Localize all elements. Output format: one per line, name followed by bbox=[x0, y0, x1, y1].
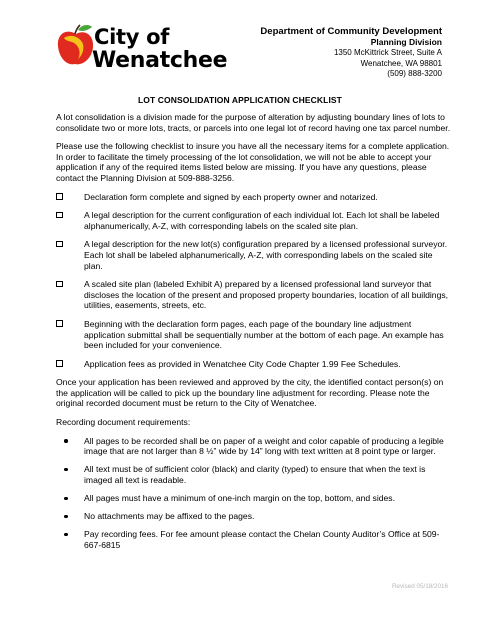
division-name: Planning Division bbox=[370, 37, 442, 47]
intro-paragraph-2: Please use the following checklist to insure you have all the necessary items for a complete application. In order to facilitate the timely processing of the lot consolidation, we will not be able to accept your application if any of the required items listed below are missing. If you have any questions, please contact the Planning Division at 509-888-3256. bbox=[56, 141, 450, 183]
checklist bbox=[56, 192, 451, 370]
list-item-text: No attachments may be affixed to the pages. bbox=[84, 511, 255, 522]
checklist-item bbox=[56, 239, 451, 271]
checklist-item-text: Declaration form complete and signed by each property owner and notarized. bbox=[84, 191, 378, 202]
list-item bbox=[56, 511, 451, 522]
logo-line-1: City of bbox=[94, 25, 170, 49]
bullet-icon bbox=[64, 497, 68, 501]
list-item bbox=[56, 493, 451, 504]
street-address: 1350 McKittrick Street, Suite A bbox=[333, 48, 442, 57]
checkbox-icon bbox=[56, 241, 63, 248]
checklist-item bbox=[56, 210, 451, 231]
revision-date: Revised 05/18/2016 bbox=[391, 583, 448, 590]
checklist-item-text: A legal description for the current configuration of each individual lot. Each lot shall be labeled alphanumerically, A-Z, with corresponding labels on the scaled site plan. bbox=[84, 210, 440, 231]
checklist-item bbox=[56, 279, 451, 311]
list-item-text: All pages to be recorded shall be on paper of a weight and color capable of producing a legible image that are not larger than 8 ½” wide by 14” long with text written at 8 point type or larger. bbox=[84, 435, 444, 457]
checklist-item-text: A scaled site plan (labeled Exhibit A) prepared by a licensed professional land surveyor that discloses the location of the present and proposed property boundaries, location of all buildings, utilities, easements, streets, etc. bbox=[84, 279, 449, 311]
checkbox-icon bbox=[56, 360, 63, 367]
requirements-list bbox=[56, 436, 451, 551]
list-item-text: Pay recording fees. For fee amount please contact the Chelan County Auditor’s Office at 509-667-6815 bbox=[84, 529, 440, 550]
list-item bbox=[56, 529, 451, 550]
checkbox-icon bbox=[56, 281, 63, 288]
intro-paragraph-1: A lot consolidation is a division made for the purpose of alteration by adjusting boundary lines of lots to consolidate two or more lots, tracts, or parcels into one legal lot of record having one tax parcel number. bbox=[56, 112, 451, 133]
checklist-item-text: Application fees as provided in Wenatchee City Code Chapter 1.99 Fee Schedules. bbox=[84, 358, 401, 369]
recording-heading: Recording document requirements: bbox=[56, 417, 191, 428]
bullet-icon bbox=[64, 515, 68, 519]
checklist-item-text: Beginning with the declaration form pages, each page of the boundary line adjustment application submittal shall be sequentially number at the bottom of each page. An example has been included for your convenience. bbox=[84, 318, 444, 351]
apple-icon bbox=[56, 24, 96, 70]
list-item-text: All pages must have a minimum of one-inch margin on the top, bottom, and sides. bbox=[84, 493, 395, 504]
bullet-icon bbox=[64, 533, 68, 537]
page-title: LOT CONSOLIDATION APPLICATION CHECKLIST bbox=[138, 95, 342, 105]
bullet-icon bbox=[64, 468, 68, 472]
list-item bbox=[56, 436, 451, 457]
logo-line-2: Wenatchee bbox=[92, 48, 228, 73]
checkbox-icon bbox=[56, 212, 63, 219]
list-item-text: All text must be of sufficient color (black) and clarity (typed) to ensure that when the text is imaged all text is readable. bbox=[84, 464, 426, 485]
checkbox-icon bbox=[56, 320, 63, 327]
checklist-item bbox=[56, 192, 451, 203]
department-name: Department of Community Development bbox=[260, 26, 442, 37]
list-item bbox=[56, 464, 451, 485]
approval-paragraph: Once your application has been reviewed and approved by the city, the identified contact person(s) on the application will be called to pick up the boundary line adjustment for recording. Please note the original recorded document must be return to the City of Wenatchee. bbox=[56, 377, 444, 409]
city-logo bbox=[56, 22, 226, 74]
city-address: Wenatchee, WA 98801 bbox=[360, 58, 442, 68]
checklist-item bbox=[56, 359, 451, 370]
department-header bbox=[260, 26, 442, 80]
phone-number: (509) 888-3200 bbox=[387, 69, 442, 78]
document-body bbox=[56, 112, 451, 558]
checklist-item bbox=[56, 319, 451, 351]
bullet-icon bbox=[64, 439, 68, 443]
checkbox-icon bbox=[56, 193, 63, 200]
checklist-item-text: A legal description for the new lot(s) configuration prepared by a licensed professional surveyor. Each lot shall be labeled alphanumerically, A-Z, with corresponding labels on the scaled site plan. bbox=[84, 239, 448, 271]
